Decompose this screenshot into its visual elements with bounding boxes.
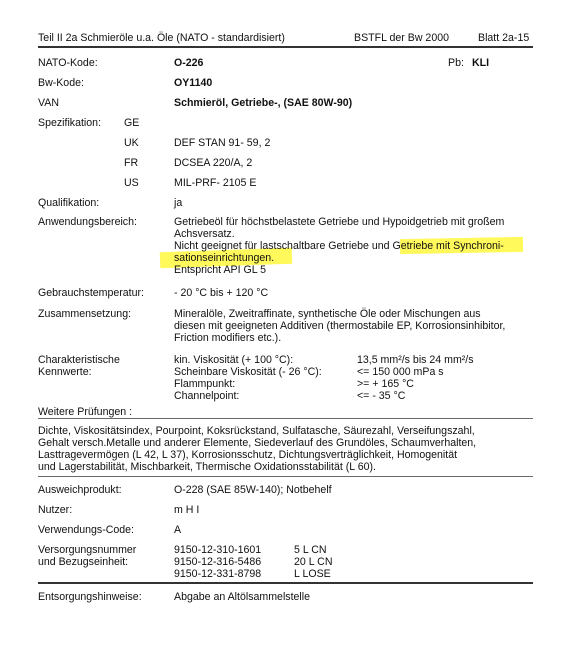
van-label: VAN (38, 97, 59, 109)
highlighted-text: sationseinrichtungen. (174, 252, 275, 264)
disposal-label: Entsorgungshinweise: (38, 591, 142, 603)
supply-unit: 20 L CN (294, 556, 333, 568)
divider (38, 582, 533, 584)
qualification-value: ja (174, 197, 183, 209)
usage-code-value: A (174, 524, 182, 536)
user-value: m H I (174, 504, 200, 516)
characteristic-name: Scheinbare Viskosität (- 26 °C): (174, 366, 322, 378)
characteristic-value: >= + 165 °C (357, 378, 414, 390)
composition-line: Mineralöle, Zweitraffinate, synthetische Öle oder Mischungen aus (174, 308, 481, 320)
highlighted-text: Getriebe mit Synchroni- (392, 240, 504, 252)
van-value: Schmieröl, Getriebe-, (SAE 80W-90) (174, 97, 353, 109)
divider (38, 418, 533, 419)
divider (38, 476, 533, 477)
characteristic-value: 13,5 mm²/s bis 24 mm²/s (357, 354, 474, 366)
spec-value: MIL-PRF- 2105 E (174, 177, 257, 189)
temperature-value: - 20 °C bis + 120 °C (174, 287, 269, 299)
usage-code-label: Verwendungs-Code: (38, 524, 134, 536)
header-publication: BSTFL der Bw 2000 (354, 32, 449, 44)
characteristic-value: <= - 35 °C (357, 390, 406, 402)
supply-number: 9150-12-331-8798 (174, 568, 262, 580)
characteristics-label: Kennwerte: (38, 366, 92, 378)
substitute-value: O-228 (SAE 85W-140); Notbehelf (174, 484, 332, 496)
spec-country: FR (124, 157, 139, 169)
substitute-label: Ausweichprodukt: (38, 484, 122, 496)
spec-country: US (124, 177, 139, 189)
application-line: Achsversatz. (174, 228, 235, 240)
spec-country: GE (124, 117, 140, 129)
qualification-label: Qualifikation: (38, 197, 100, 209)
supply-number-label: und Bezugseinheit: (38, 556, 129, 568)
characteristic-name: Flammpunkt: (174, 378, 236, 390)
header-title: Teil II 2a Schmieröle u.a. Öle (NATO - standardisiert) (38, 32, 285, 44)
specification-label: Spezifikation: (38, 117, 102, 129)
characteristic-value: <= 150 000 mPa s (357, 366, 444, 378)
bw-code-value: OY1140 (174, 77, 213, 89)
header-rule (38, 46, 533, 48)
pb-label: Pb: (448, 57, 464, 69)
supply-number: 9150-12-316-5486 (174, 556, 262, 568)
application-text: Nicht geeignet für lastschaltbare Getriebe und (174, 240, 393, 252)
application-line (174, 240, 504, 252)
temperature-label: Gebrauchstemperatur: (38, 287, 144, 299)
disposal-value: Abgabe an Altölsammelstelle (174, 591, 311, 603)
application-line: Entspricht API GL 5 (174, 264, 267, 276)
supply-number-label: Versorgungsnummer (38, 544, 137, 556)
further-tests-line: und Lagerstabilität, Mischbarkeit, Thermische Oxidationsstabilität (L 60). (38, 461, 376, 473)
composition-label: Zusammensetzung: (38, 308, 132, 320)
application-line: Getriebeöl für höchstbelastete Getriebe und Hypoidgetrieb mit großem (174, 216, 505, 228)
characteristics-label: Charakteristische (38, 354, 120, 366)
bw-code-label: Bw-Kode: (38, 77, 84, 89)
composition-line: diesen mit geeigneten Additiven (thermostabile EP, Korrosionsinhibitor, (174, 320, 506, 332)
user-label: Nutzer: (38, 504, 73, 516)
composition-line: Friction modifiers etc.). (174, 332, 282, 344)
spec-country: UK (124, 137, 139, 149)
further-tests-label: Weitere Prüfungen : (38, 406, 133, 418)
nato-code-label: NATO-Kode: (38, 57, 98, 69)
characteristic-name: Channelpoint: (174, 390, 240, 402)
further-tests-line: Dichte, Viskositätsindex, Pourpoint, Koksrückstand, Sulfatasche, Säurezahl, Verseifungszahl, (38, 425, 475, 437)
further-tests-line: Gehalt versch.Metalle und anderer Elemente, Siedeverlauf des Grundöles, Schaumverhalten, (38, 437, 477, 449)
supply-unit: 5 L CN (294, 544, 327, 556)
further-tests-line: Lasttragevermögen (L 42, L 37), Korrosionsschutz, Dichtungsverträglichkeit, Homogenität (38, 449, 458, 461)
spec-value: DCSEA 220/A, 2 (174, 157, 253, 169)
application-label: Anwendungsbereich: (38, 216, 137, 228)
header-sheet-number: Blatt 2a-15 (478, 32, 530, 44)
supply-unit: L LOSE (294, 568, 331, 580)
spec-value: DEF STAN 91- 59, 2 (174, 137, 271, 149)
supply-number: 9150-12-310-1601 (174, 544, 262, 556)
nato-code-value: O-226 (174, 57, 204, 69)
pb-value: KLI (472, 57, 490, 69)
characteristic-name: kin. Viskosität (+ 100 °C): (174, 354, 294, 366)
